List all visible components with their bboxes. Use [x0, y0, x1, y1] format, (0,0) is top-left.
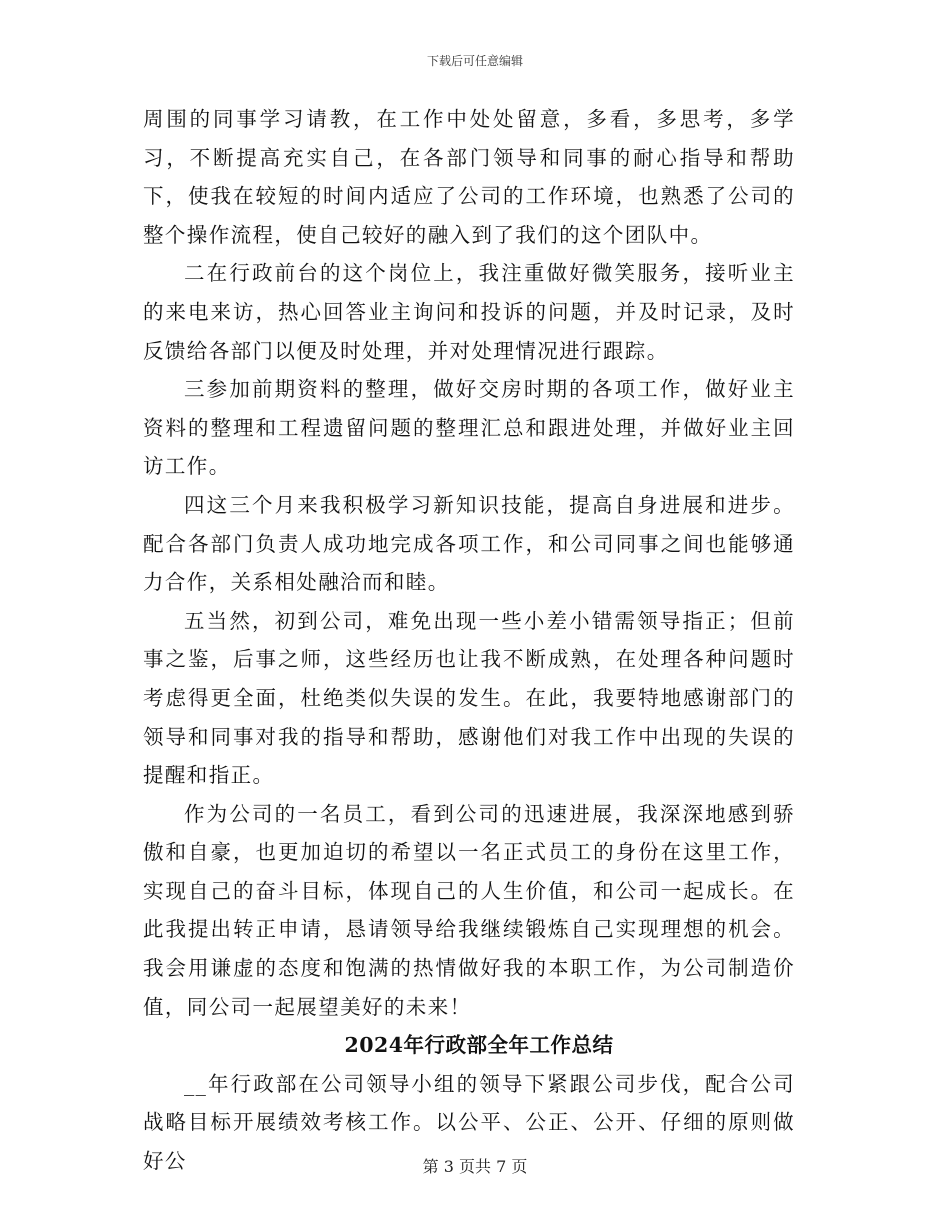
document-body: [143, 100, 795, 1181]
paragraph-item-5: 五当然，初到公司，难免出现一些小差小错需领导指正；但前事之鉴，后事之师，这些经历也让我不断成熟，在处理各种问题时考虑得更全面，杜绝类似失误的发生。在此，我要特地感谢部门的领导和同事对我的指导和帮助，感谢他们对我工作中出现的失误的提醒和指正。: [143, 608, 795, 788]
section-paragraph: __年行政部在公司领导小组的领导下紧跟公司步伐，配合公司战略目标开展绩效考核工作。以公平、公正、公开、仔细的原则做好公: [143, 1071, 795, 1174]
paragraph-item-4: 四这三个月来我积极学习新知识技能，提高自身进展和进步。配合各部门负责人成功地完成各项工作，和公司同事之间也能够通力合作，关系相处融洽而和睦。: [143, 492, 795, 595]
paragraph-item-2: 二在行政前台的这个岗位上，我注重做好微笑服务，接听业主的来电来访，热心回答业主询问和投诉的问题，并及时记录，及时反馈给各部门以便及时处理，并对处理情况进行跟踪。: [143, 261, 795, 363]
section-title: 2024年行政部全年工作总结: [344, 1033, 614, 1058]
page-number: 第 3 页共 7 页: [422, 1157, 528, 1176]
page-header: 下载后可任意编辑: [426, 54, 523, 68]
paragraph-item-3: 三参加前期资料的整理，做好交房时期的各项工作，做好业主资料的整理和工程遗留问题的整理汇总和跟进处理，并做好业主回访工作。: [143, 377, 795, 479]
paragraph-conclusion: 作为公司的一名员工，看到公司的迅速进展，我深深地感到骄傲和自豪，也更加迫切的希望以一名正式员工的身份在这里工作，实现自己的奋斗目标，体现自己的人生价值，和公司一起成长。在此我提出转正申请，恳请领导给我继续锻炼自己实现理想的机会。我会用谦虚的态度和饱满的热情做好我的本职工作，为公司制造价值，同公司一起展望美好的未来！: [143, 801, 795, 1019]
paragraph-continuation: 周围的同事学习请教，在工作中处处留意，多看，多思考，多学习，不断提高充实自己，在各部门领导和同事的耐心指导和帮助下，使我在较短的时间内适应了公司的工作环境，也熟悉了公司的整个操作流程，使自己较好的融入到了我们的这个团队中。: [143, 107, 795, 247]
